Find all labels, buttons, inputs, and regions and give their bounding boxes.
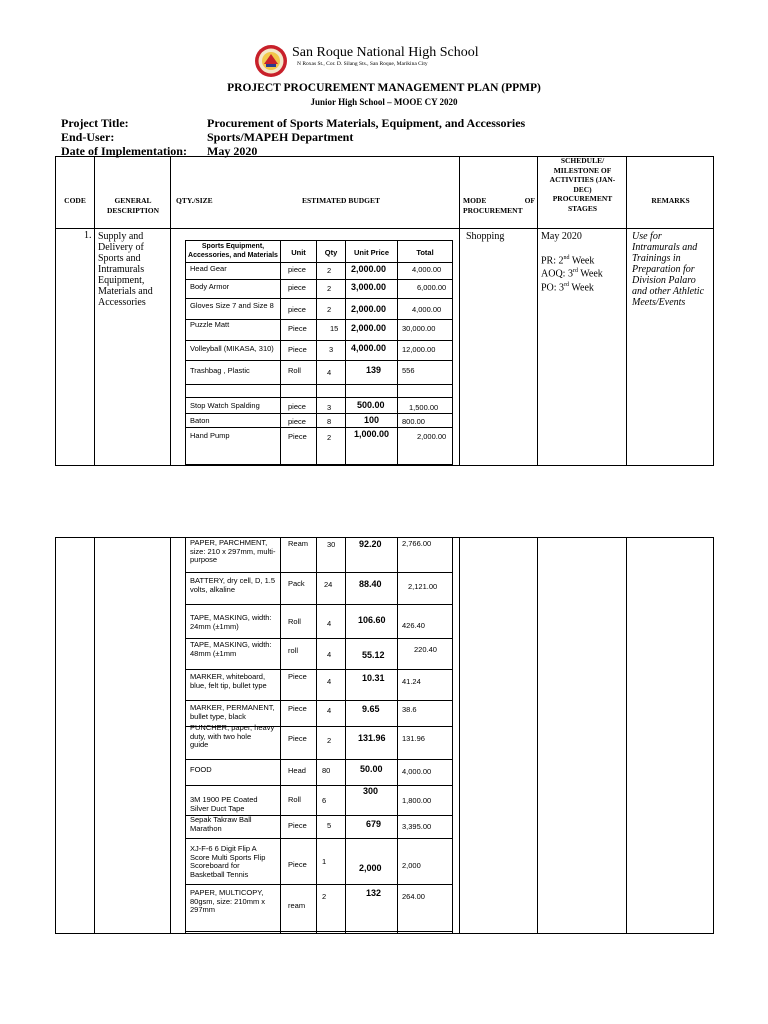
item-name	[190, 845, 280, 879]
inner-header-unit: Unit	[291, 248, 306, 257]
item-name-line: volts, alkaline	[190, 584, 236, 594]
item-total: 2,766.00	[402, 539, 432, 548]
item-unit: Pack	[288, 579, 305, 588]
item-unit: Piece	[288, 324, 307, 333]
item-name	[190, 539, 280, 565]
item-unit: Ream	[288, 539, 309, 548]
header-remarks: REMARKS	[651, 196, 690, 205]
item-unit-price: 300	[363, 786, 379, 796]
project-title-value: Procurement of Sports Materials, Equipment, and Accessories	[207, 116, 526, 130]
item-unit-price: 2,000.00	[351, 304, 387, 314]
item-unit-price: 131.96	[358, 733, 386, 743]
item-name-line: Scoreboard for	[190, 861, 240, 870]
item-name-line: Silver Duct Tape	[190, 803, 245, 813]
item-name	[190, 889, 280, 915]
item-qty: 4	[327, 619, 332, 628]
item-name-line: Sepak Takraw Ball	[190, 815, 252, 824]
item-qty: 2	[327, 284, 332, 293]
inner-header-total: Total	[416, 248, 434, 257]
item-total: 426.40	[402, 621, 425, 630]
item-total: 131.96	[402, 734, 425, 743]
item-unit: piece	[288, 402, 306, 411]
project-title-label: Project Title:	[61, 116, 129, 130]
item-name	[190, 283, 280, 292]
item-name-line: blue, felt tip, bullet type	[190, 680, 267, 690]
item-unit: roll	[288, 646, 299, 655]
item-name-line: 3M 1900 PE Coated	[190, 795, 258, 804]
item-unit: Piece	[288, 704, 307, 713]
item-qty: 6	[322, 796, 327, 805]
item-unit: Piece	[288, 672, 307, 681]
item-name	[190, 673, 280, 690]
item-name	[190, 724, 280, 750]
item-total: 800.00	[402, 417, 425, 426]
item-total: 6,000.00	[417, 283, 447, 292]
item-unit: piece	[288, 305, 306, 314]
item-unit-price: 4,000.00	[351, 343, 387, 353]
item-name	[190, 577, 280, 594]
item-name-line: 48mm (±1mm	[190, 648, 237, 658]
item-unit: piece	[288, 417, 306, 426]
item-qty: 3	[327, 403, 332, 412]
item-total: 4,000.00	[412, 305, 442, 314]
item-total: 3,395.00	[402, 822, 432, 831]
item-qty: 2	[327, 433, 332, 442]
item-unit: Piece	[288, 432, 307, 441]
item-name	[190, 704, 280, 721]
row-schedule: May 2020 PR: 2nd Week AOQ: 3rd Week PO: 3rd Week	[541, 231, 603, 293]
item-name	[190, 321, 280, 330]
item-total: 2,000	[402, 861, 421, 870]
item-name	[190, 641, 278, 658]
item-unit: piece	[288, 265, 306, 274]
item-qty: 4	[327, 650, 332, 659]
item-unit: piece	[288, 283, 306, 292]
item-unit: Head	[288, 766, 306, 775]
item-name-line: TAPE, MASKING, width:	[190, 613, 272, 622]
item-name-line: Stop Watch Spalding	[190, 401, 260, 410]
item-qty: 4	[327, 706, 332, 715]
item-unit: Roll	[288, 366, 301, 375]
item-name-line: size: 210 x 297mm, multi-	[190, 546, 276, 556]
item-name-line: TAPE, MASKING, width:	[190, 640, 272, 649]
header-estimated-budget: ESTIMATED BUDGET	[302, 196, 381, 205]
item-qty: 2	[327, 736, 332, 745]
item-name-line: bullet type, black	[190, 711, 246, 721]
item-unit-price: 88.40	[359, 579, 382, 589]
row-code: 1.	[84, 230, 92, 241]
item-total: 4,000.00	[402, 767, 432, 776]
item-unit-price: 1,000.00	[354, 429, 390, 439]
item-unit-price: 10.31	[362, 673, 385, 683]
item-unit-price: 3,000.00	[351, 282, 387, 292]
item-total: 220.40	[414, 645, 437, 654]
school-address: N Roxas St., Cor. D. Silang Sts., San Roque, Marikina City	[297, 61, 428, 67]
plan-subtitle: Junior High School – MOOE CY 2020	[310, 97, 458, 107]
item-qty: 2	[327, 305, 332, 314]
row-mode: Shopping	[466, 231, 505, 242]
school-name: San Roque National High School	[292, 45, 479, 60]
item-qty: 4	[327, 677, 332, 686]
item-unit-price: 2,000.00	[351, 323, 387, 333]
item-name-line: purpose	[190, 555, 218, 564]
item-total: 1,500.00	[409, 403, 439, 412]
item-unit-price: 132	[366, 888, 382, 898]
item-qty: 2	[322, 892, 327, 901]
item-name-line: PAPER, MULTICOPY,	[190, 888, 264, 897]
header-general-description: GENERAL DESCRIPTION	[106, 196, 160, 215]
inner-header-qty: Qty	[324, 248, 338, 257]
header-code: CODE	[64, 196, 86, 205]
item-total: 264.00	[402, 892, 425, 901]
item-unit: Piece	[288, 345, 307, 354]
item-total: 2,121.00	[408, 582, 438, 591]
item-name-line: 297mm	[190, 905, 216, 914]
item-unit: Piece	[288, 821, 307, 830]
date-value: May 2020	[207, 144, 258, 158]
item-unit-price: 92.20	[359, 539, 382, 549]
item-name-line: FOOD	[190, 765, 212, 774]
item-name-line: guide	[190, 740, 209, 749]
item-unit: Roll	[288, 617, 301, 626]
item-name	[190, 265, 280, 274]
item-unit-price: 2,000	[359, 863, 382, 873]
item-unit-price: 139	[366, 365, 382, 375]
header-schedule: SCHEDULE/ MILESTONE OF ACTIVITIES (JAN- DEC) PROCUREMENT STAGES	[549, 156, 616, 213]
item-name-line: Score Multi Sports Flip	[190, 852, 266, 862]
item-name-line: MARKER, whiteboard,	[190, 672, 266, 681]
item-qty: 2	[327, 266, 332, 275]
item-qty: 24	[324, 580, 333, 589]
date-label: Date of Implementation:	[61, 144, 187, 158]
item-unit: Roll	[288, 795, 301, 804]
inner-header-price: Unit Price	[353, 248, 389, 257]
item-unit-price: 106.60	[358, 615, 386, 625]
header-qty-size: QTY./SIZE	[176, 196, 213, 205]
item-unit-price: 9.65	[362, 704, 380, 714]
item-name-line: Hand Pump	[190, 431, 230, 440]
item-qty: 3	[329, 345, 334, 354]
item-total: 41.24	[402, 677, 421, 686]
item-unit: Piece	[288, 860, 307, 869]
item-name	[190, 302, 280, 311]
item-name-line: Puzzle Matt	[190, 320, 230, 329]
item-unit-price: 500.00	[357, 400, 385, 410]
item-qty: 15	[330, 324, 339, 333]
item-name-line: 24mm (±1mm)	[190, 621, 239, 631]
item-name-line: XJ-F-6 6 Digit Flip A	[190, 844, 257, 853]
item-name-line: PUNCHER, paper, heavy	[190, 723, 275, 732]
item-name-line: Basketball Tennis	[190, 869, 249, 879]
item-name-line: Head Gear	[190, 264, 227, 273]
item-qty: 80	[322, 766, 331, 775]
header-mode-of-procurement: MODE OF PROCUREMENT	[463, 196, 535, 215]
item-name	[190, 614, 280, 631]
inner-header-item: Sports Equipment, Accessories, and Materials	[188, 243, 278, 259]
item-name-line: PAPER, PARCHMENT,	[190, 538, 268, 547]
item-unit-price: 100	[364, 415, 380, 425]
item-unit: Piece	[288, 734, 307, 743]
row-description: Supply and Delivery of Sports and Intramurals Equipment, Materials and Accessories	[98, 231, 153, 308]
end-user-value: Sports/MAPEH Department	[207, 130, 354, 144]
item-name-line: Marathon	[190, 823, 222, 833]
item-unit-price: 679	[366, 819, 382, 829]
item-name	[190, 796, 280, 813]
item-qty: 8	[327, 417, 332, 426]
item-total: 4,000.00	[412, 265, 442, 274]
item-name-line: Body Armor	[190, 282, 230, 291]
item-unit-price: 2,000.00	[351, 264, 387, 274]
item-name	[190, 432, 280, 441]
item-name	[190, 367, 280, 376]
item-name-line: Baton	[190, 416, 210, 425]
row-remarks: Use for Intramurals and Trainings in Preparation for Division Palaro and other Athletic Meets/Events	[632, 231, 705, 308]
item-qty: 4	[327, 368, 332, 377]
item-total: 12,000.00	[402, 345, 436, 354]
item-qty: 30	[327, 540, 336, 549]
item-name	[190, 345, 280, 354]
item-total: 30,000.00	[402, 324, 436, 333]
item-unit-price: 50.00	[360, 764, 383, 774]
item-name	[190, 417, 280, 426]
plan-title: PROJECT PROCUREMENT MANAGEMENT PLAN (PPMP)	[227, 82, 541, 94]
item-qty: 1	[322, 857, 327, 866]
item-name-line: 80gsm, size: 210mm x	[190, 896, 266, 906]
item-total: 2,000.00	[417, 432, 447, 441]
item-total: 1,800.00	[402, 796, 432, 805]
item-name	[190, 816, 280, 833]
end-user-label: End-User:	[61, 130, 115, 144]
item-name-line: MARKER, PERMANENT,	[190, 703, 275, 712]
item-name-line: Volleyball (MIKASA, 310)	[190, 344, 274, 353]
item-name-line: duty, with two hole	[190, 731, 252, 741]
item-total: 556	[402, 366, 415, 375]
item-unit-price: 55.12	[362, 650, 385, 660]
item-unit: ream	[288, 901, 306, 910]
item-name	[190, 766, 280, 775]
item-total: 38.6	[402, 705, 417, 714]
item-qty: 5	[327, 821, 332, 830]
item-name	[190, 402, 280, 411]
item-name-line: Gloves Size 7 and Size 8	[190, 301, 274, 310]
item-name-line: Trashbag , Plastic	[190, 366, 250, 375]
item-name-line: BATTERY, dry cell, D, 1.5	[190, 576, 276, 585]
